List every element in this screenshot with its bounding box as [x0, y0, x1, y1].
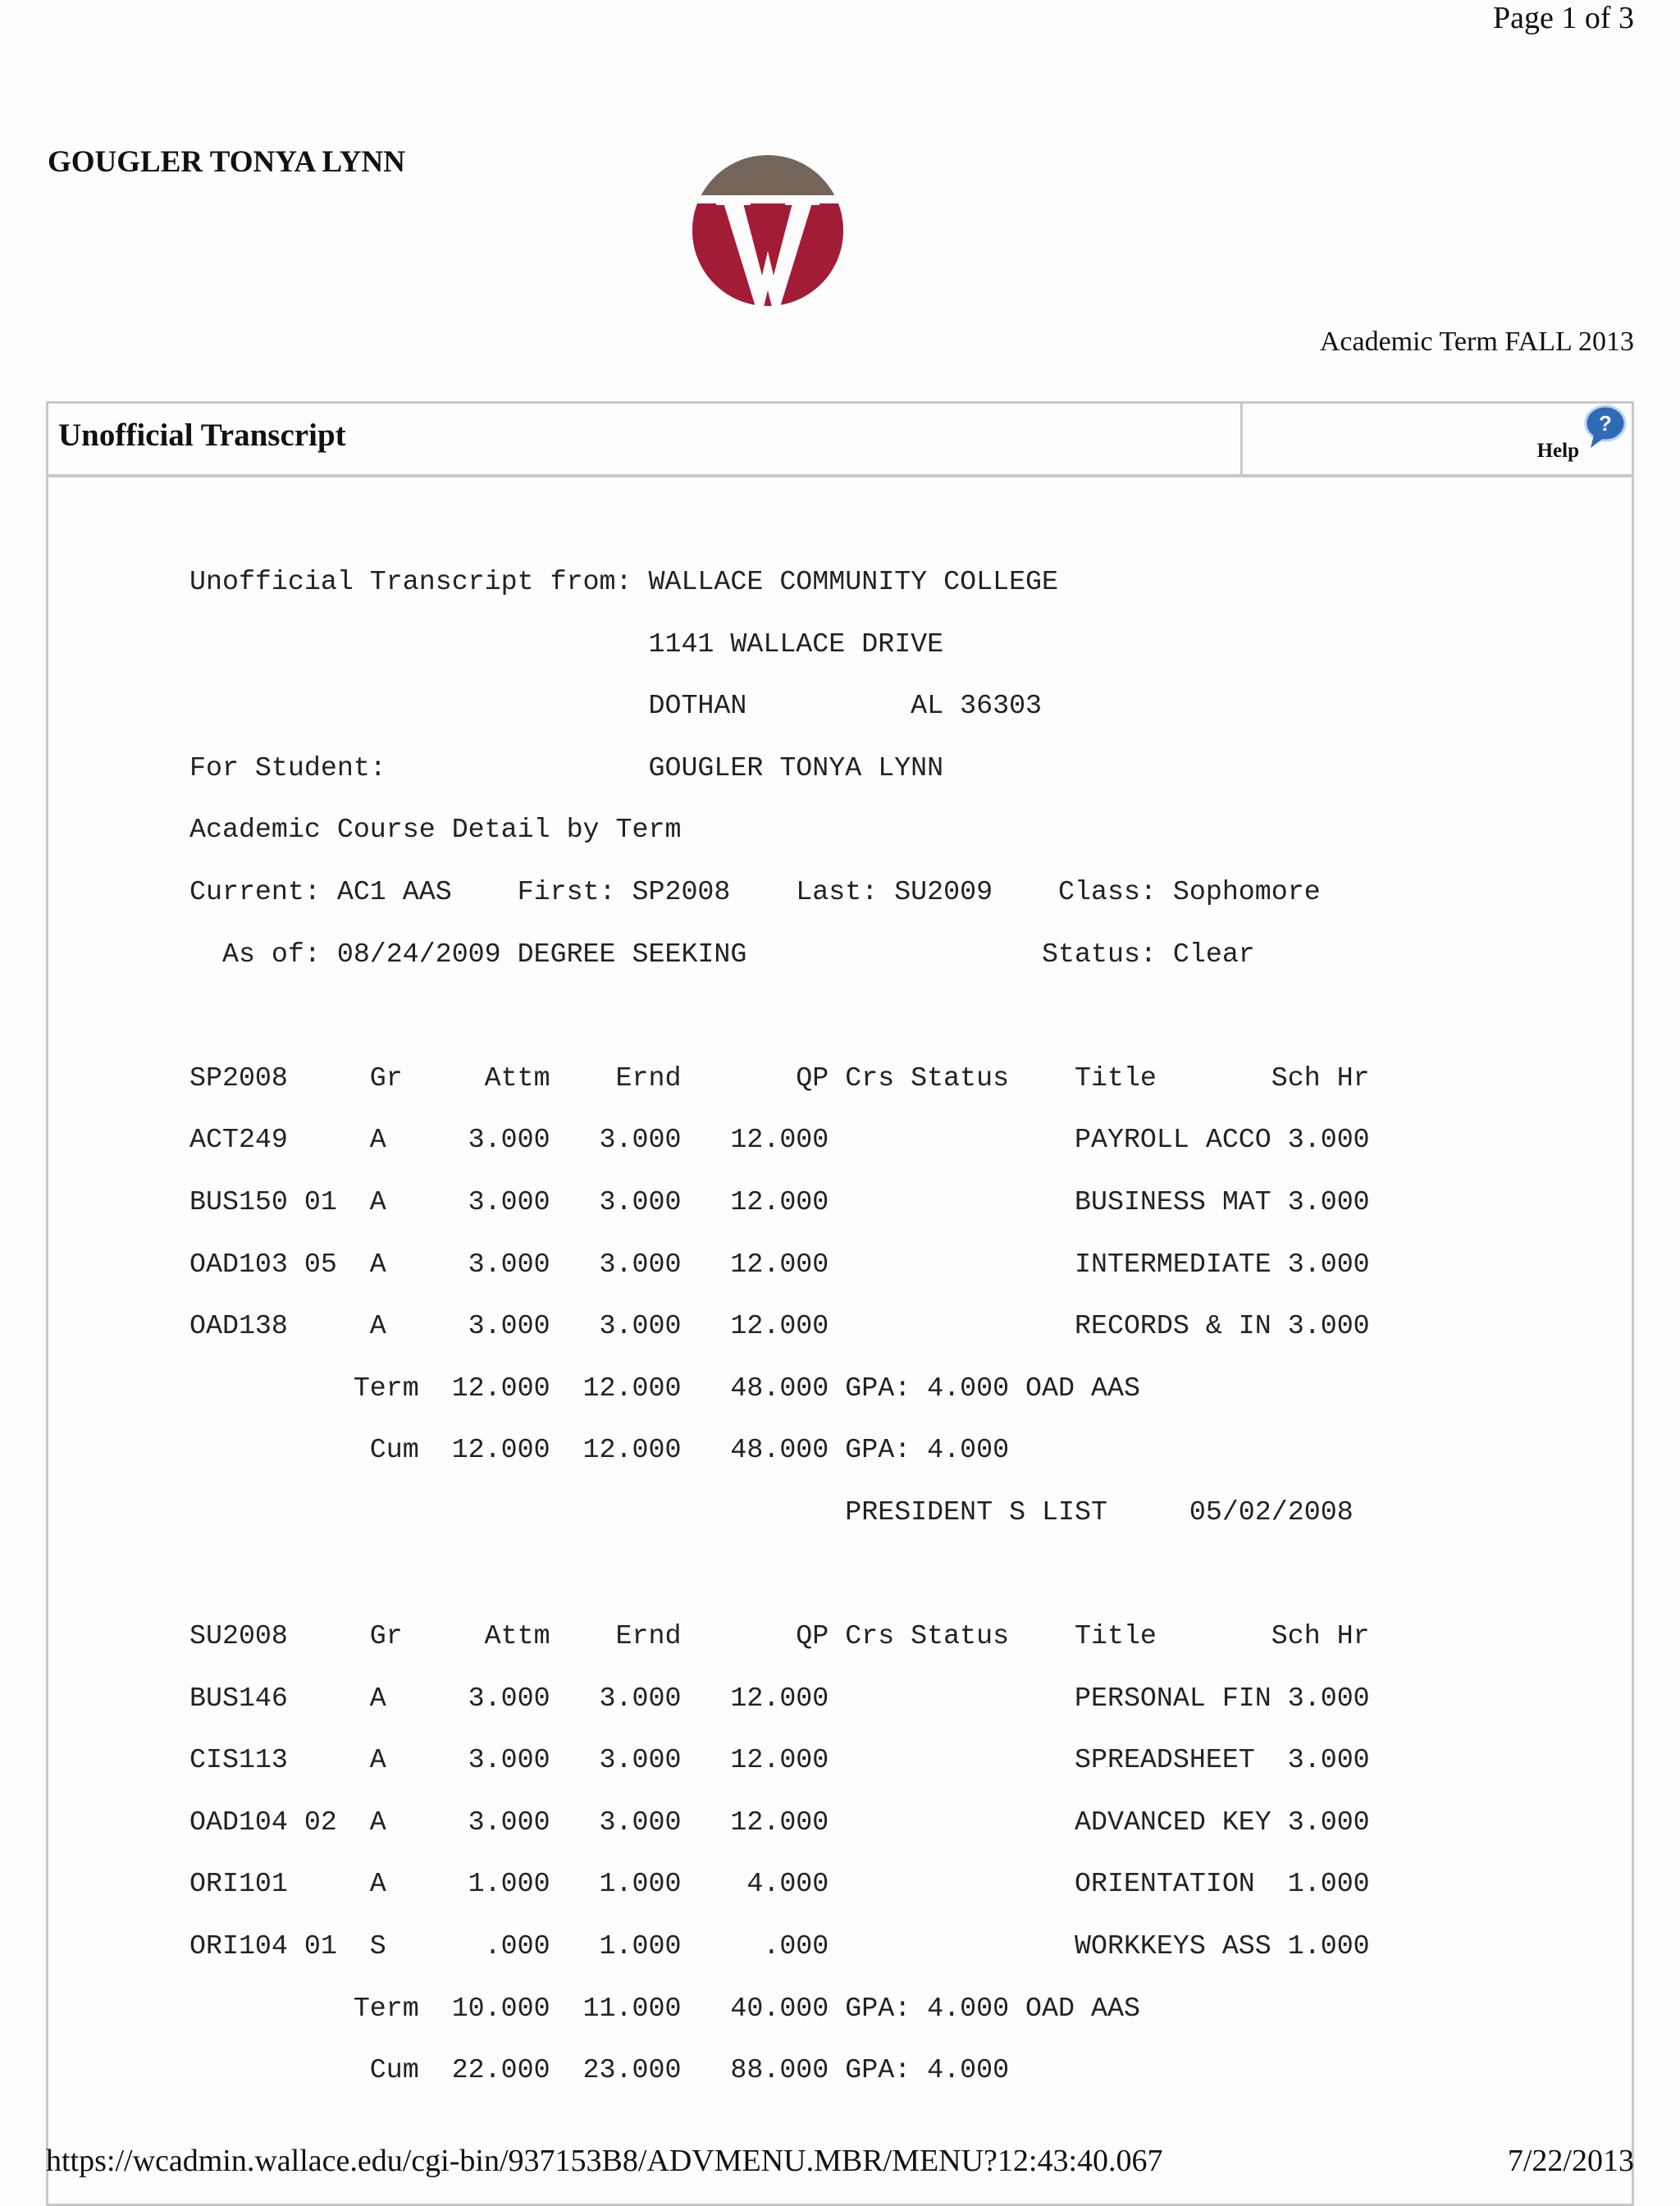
- transcript-line: [189, 985, 1370, 1048]
- panel-titlebar: [48, 404, 1632, 477]
- transcript-line: Cum 22.000 23.000 88.000 GPA: 4.000: [189, 2054, 1010, 2086]
- transcript-line: CIS113 A 3.000 3.000 12.000 SPREADSHEET 3.000: [189, 1744, 1370, 1776]
- transcript-line: Term 12.000 12.000 48.000 GPA: 4.000 OAD AAS: [189, 1372, 1140, 1404]
- transcript-line: BUS146 A 3.000 3.000 12.000 PERSONAL FIN 3.000: [189, 1682, 1370, 1714]
- student-name-heading: GOUGLER TONYA LYNN: [48, 145, 405, 179]
- transcript-line: OAD138 A 3.000 3.000 12.000 RECORDS & IN 3.000: [189, 1310, 1370, 1342]
- help-link[interactable]: Help: [1536, 440, 1579, 462]
- footer-date: 7/22/2013: [1507, 2144, 1634, 2178]
- transcript-body: [189, 551, 1370, 2102]
- transcript-line: OAD103 05 A 3.000 3.000 12.000 INTERMEDIATE 3.000: [189, 1248, 1370, 1280]
- panel-title-cell: [48, 404, 1243, 474]
- transcript-line: DOTHAN AL 36303: [189, 690, 1043, 722]
- transcript-line: OAD104 02 A 3.000 3.000 12.000 ADVANCED KEY 3.000: [189, 1806, 1370, 1838]
- transcript-line: ORI104 01 S .000 1.000 .000 WORKKEYS ASS 1.000: [189, 1930, 1370, 1962]
- transcript-line: ACT249 A 3.000 3.000 12.000 PAYROLL ACCO 3.000: [189, 1124, 1370, 1156]
- transcript-line: SP2008 Gr Attm Ernd QP Crs Status Title Sch Hr: [189, 1062, 1370, 1094]
- transcript-line: [189, 1544, 1370, 1606]
- transcript-line: Cum 12.000 12.000 48.000 GPA: 4.000: [189, 1434, 1010, 1466]
- transcript-line: 1141 WALLACE DRIVE: [189, 628, 944, 660]
- college-logo: [692, 153, 844, 308]
- transcript-line: Academic Course Detail by Term: [189, 814, 682, 846]
- transcript-line: BUS150 01 A 3.000 3.000 12.000 BUSINESS MAT 3.000: [189, 1185, 1370, 1217]
- footer-url: https://wcadmin.wallace.edu/cgi-bin/937153B8/ADVMENU.MBR/MENU?12:43:40.067: [46, 2144, 1163, 2178]
- transcript-line: Term 10.000 11.000 40.000 GPA: 4.000 OAD AAS: [189, 1992, 1140, 2024]
- transcript-line: As of: 08/24/2009 DEGREE SEEKING Status: Clear: [189, 938, 1255, 970]
- transcript-line: ORI101 A 1.000 1.000 4.000 ORIENTATION 1.000: [189, 1868, 1370, 1900]
- transcript-line: SU2008 Gr Attm Ernd QP Crs Status Title Sch Hr: [189, 1620, 1370, 1652]
- transcript-line: PRESIDENT S LIST 05/02/2008: [189, 1496, 1354, 1528]
- help-icon[interactable]: [1582, 404, 1627, 450]
- panel-title: Unofficial Transcript: [58, 418, 346, 453]
- page-indicator: Page 1 of 3: [1492, 1, 1634, 35]
- transcript-line: Unofficial Transcript from: WALLACE COMMUNITY COLLEGE: [189, 566, 1059, 597]
- svg-text:?: ?: [1599, 411, 1612, 436]
- academic-term: Academic Term FALL 2013: [1319, 327, 1634, 357]
- transcript-line: For Student: GOUGLER TONYA LYNN: [189, 751, 944, 783]
- transcript-line: Current: AC1 AAS First: SP2008 Last: SU2009 Class: Sophomore: [189, 875, 1321, 907]
